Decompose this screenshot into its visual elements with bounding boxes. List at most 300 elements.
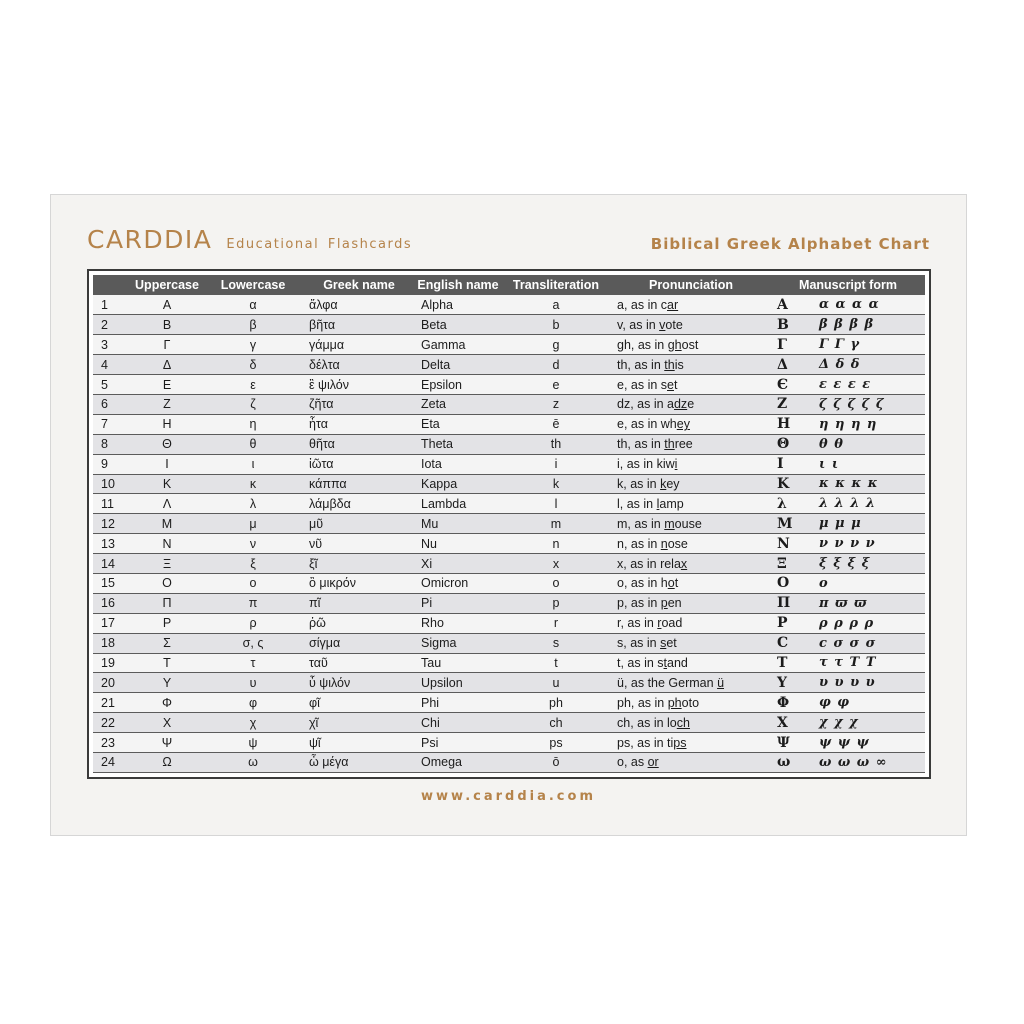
cell-pronunciation	[611, 593, 771, 613]
alphabet-table	[93, 275, 925, 773]
cell-uppercase: Ε	[131, 375, 203, 395]
cell-manuscript-script: τ τ Τ Τ	[813, 653, 925, 673]
cell-english-name: Epsilon	[415, 375, 501, 395]
pronunciation-prefix: o, as	[617, 755, 648, 770]
table-row	[93, 554, 925, 574]
cell-pronunciation	[611, 752, 771, 772]
cell-english-name: Tau	[415, 653, 501, 673]
pronunciation-prefix: th, as in	[617, 437, 665, 452]
cell-manuscript-script: c σ σ σ	[813, 633, 925, 653]
cell-lowercase: θ	[203, 434, 303, 454]
cell-transliteration: ē	[501, 414, 611, 434]
table-row	[93, 315, 925, 335]
cell-greek-name: θῆτα	[303, 434, 415, 454]
table-row	[93, 733, 925, 753]
table-row	[93, 653, 925, 673]
cell-greek-name: ὖ ψιλόν	[303, 673, 415, 693]
cell-number: 4	[93, 355, 131, 375]
cell-english-name: Iota	[415, 454, 501, 474]
cell-manuscript-script: ρ ρ ρ ρ	[813, 613, 925, 633]
cell-manuscript-script: ψ ψ ψ	[813, 733, 925, 753]
cell-manuscript-script: θ θ	[813, 434, 925, 454]
cell-lowercase: ζ	[203, 394, 303, 414]
cell-manuscript-uppercase: Τ	[771, 653, 813, 673]
cell-number: 1	[93, 295, 131, 315]
cell-english-name: Omicron	[415, 573, 501, 593]
cell-greek-name: γάμμα	[303, 335, 415, 355]
cell-greek-name: ῥῶ	[303, 613, 415, 633]
cell-english-name: Beta	[415, 315, 501, 335]
cell-greek-name: σίγμα	[303, 633, 415, 653]
cell-english-name: Theta	[415, 434, 501, 454]
cell-number: 16	[93, 593, 131, 613]
pronunciation-underlined: r	[657, 616, 662, 631]
cell-pronunciation	[611, 673, 771, 693]
pronunciation-prefix: l, as in	[617, 496, 657, 511]
cell-transliteration: d	[501, 355, 611, 375]
cell-lowercase: μ	[203, 514, 303, 534]
cell-transliteration: g	[501, 335, 611, 355]
chart-title: Biblical Greek Alphabet Chart	[650, 235, 930, 253]
table-header-row	[93, 275, 925, 295]
pronunciation-suffix: e	[687, 397, 695, 412]
cell-manuscript-script: ε ε ε ε	[813, 375, 925, 395]
pronunciation-underlined: ü	[717, 675, 725, 690]
cell-english-name: Upsilon	[415, 673, 501, 693]
cell-transliteration: p	[501, 593, 611, 613]
pronunciation-prefix: m, as in	[617, 516, 665, 531]
cell-number: 15	[93, 573, 131, 593]
header-lowercase: Lowercase	[220, 278, 286, 292]
cell-uppercase: Τ	[131, 653, 203, 673]
cell-lowercase: ρ	[203, 613, 303, 633]
pronunciation-suffix: ree	[674, 437, 693, 452]
cell-english-name: Delta	[415, 355, 501, 375]
pronunciation-prefix: t, as in s	[617, 655, 664, 670]
pronunciation-underlined: e	[667, 377, 674, 392]
cell-uppercase: Σ	[131, 633, 203, 653]
pronunciation-prefix: o, as in h	[617, 576, 668, 591]
cell-greek-name: ἄλφα	[303, 295, 415, 315]
cell-greek-name: δέλτα	[303, 355, 415, 375]
cell-transliteration: th	[501, 434, 611, 454]
cell-english-name: Omega	[415, 752, 501, 772]
pronunciation-underlined: l	[656, 496, 660, 511]
cell-uppercase: Ρ	[131, 613, 203, 633]
cell-transliteration: e	[501, 375, 611, 395]
cell-pronunciation	[611, 573, 771, 593]
cell-transliteration: ps	[501, 733, 611, 753]
cell-pronunciation	[611, 713, 771, 733]
pronunciation-underlined: k	[660, 476, 667, 491]
cell-lowercase: ν	[203, 534, 303, 554]
cell-manuscript-script: ζ ζ ζ ζ ζ	[813, 394, 925, 414]
cell-english-name: Chi	[415, 713, 501, 733]
table-row	[93, 593, 925, 613]
pronunciation-suffix: t	[673, 377, 678, 392]
cell-pronunciation	[611, 693, 771, 713]
pronunciation-suffix: oto	[681, 695, 700, 710]
cell-uppercase: Θ	[131, 434, 203, 454]
pronunciation-underlined: m	[664, 516, 675, 531]
pronunciation-underlined: th	[664, 357, 675, 372]
cell-transliteration: b	[501, 315, 611, 335]
cell-manuscript-uppercase: Γ	[771, 335, 813, 355]
cell-number: 9	[93, 454, 131, 474]
cell-transliteration: i	[501, 454, 611, 474]
cell-lowercase: ψ	[203, 733, 303, 753]
pronunciation-underlined: ch	[676, 715, 690, 730]
cell-uppercase: Ω	[131, 752, 203, 772]
cell-manuscript-uppercase: Υ	[771, 673, 813, 693]
cell-manuscript-script: ξ ξ ξ ξ	[813, 554, 925, 574]
cell-manuscript-script: Γ Γ γ	[813, 335, 925, 355]
cell-manuscript-uppercase: Ζ	[771, 394, 813, 414]
cell-transliteration: ō	[501, 752, 611, 772]
cell-english-name: Alpha	[415, 295, 501, 315]
cell-manuscript-script: ι ι	[813, 454, 925, 474]
pronunciation-prefix: v, as in	[617, 317, 660, 332]
cell-manuscript-uppercase: λ	[771, 494, 813, 514]
cell-uppercase: Ζ	[131, 394, 203, 414]
cell-transliteration: ph	[501, 693, 611, 713]
cell-uppercase: Μ	[131, 514, 203, 534]
cell-transliteration: t	[501, 653, 611, 673]
pronunciation-prefix: k, as in	[617, 476, 661, 491]
pronunciation-prefix: e, as in wh	[617, 417, 677, 432]
cell-greek-name: βῆτα	[303, 315, 415, 335]
header-pronunciation: Pronunciation	[648, 278, 734, 292]
cell-transliteration: r	[501, 613, 611, 633]
cell-lowercase: γ	[203, 335, 303, 355]
cell-pronunciation	[611, 315, 771, 335]
cell-uppercase: Δ	[131, 355, 203, 375]
cell-manuscript-uppercase: Ρ	[771, 613, 813, 633]
cell-number: 19	[93, 653, 131, 673]
table-row	[93, 752, 925, 772]
cell-manuscript-uppercase: Κ	[771, 474, 813, 494]
cell-manuscript-uppercase: Β	[771, 315, 813, 335]
cell-lowercase: α	[203, 295, 303, 315]
pronunciation-underlined: t	[663, 655, 668, 670]
cell-manuscript-script: α α α α	[813, 295, 925, 315]
cell-lowercase: ι	[203, 454, 303, 474]
cell-uppercase: Ν	[131, 534, 203, 554]
pronunciation-underlined: ar	[667, 297, 679, 312]
cell-transliteration: a	[501, 295, 611, 315]
pronunciation-underlined: v	[659, 317, 666, 332]
cell-manuscript-uppercase: Ο	[771, 573, 813, 593]
cell-transliteration: x	[501, 554, 611, 574]
cell-manuscript-uppercase: Α	[771, 295, 813, 315]
cell-uppercase: Α	[131, 295, 203, 315]
cell-pronunciation	[611, 514, 771, 534]
cell-greek-name: ψῖ	[303, 733, 415, 753]
pronunciation-suffix: et	[666, 636, 677, 651]
cell-uppercase: Φ	[131, 693, 203, 713]
cell-manuscript-uppercase: Φ	[771, 693, 813, 713]
cell-number: 13	[93, 534, 131, 554]
pronunciation-prefix: e, as in s	[617, 377, 668, 392]
cell-number: 7	[93, 414, 131, 434]
pronunciation-prefix: s, as in	[617, 636, 661, 651]
cell-transliteration: m	[501, 514, 611, 534]
cell-uppercase: Χ	[131, 713, 203, 733]
header-manuscript-form: Manuscript form	[799, 278, 897, 292]
pronunciation-prefix: ph, as in	[617, 695, 668, 710]
cell-english-name: Kappa	[415, 474, 501, 494]
cell-english-name: Eta	[415, 414, 501, 434]
cell-number: 5	[93, 375, 131, 395]
cell-pronunciation	[611, 554, 771, 574]
cell-greek-name: ἦτα	[303, 414, 415, 434]
cell-english-name: Nu	[415, 534, 501, 554]
cell-lowercase: λ	[203, 494, 303, 514]
pronunciation-prefix: x, as in rela	[617, 556, 681, 571]
cell-uppercase: Λ	[131, 494, 203, 514]
cell-uppercase: Κ	[131, 474, 203, 494]
cell-manuscript-script: φ φ	[813, 693, 925, 713]
cell-pronunciation	[611, 653, 771, 673]
pronunciation-suffix: ost	[681, 337, 699, 352]
cell-number: 18	[93, 633, 131, 653]
pronunciation-underlined: n	[660, 536, 668, 551]
cell-lowercase: χ	[203, 713, 303, 733]
cell-manuscript-uppercase: Η	[771, 414, 813, 434]
cell-number: 22	[93, 713, 131, 733]
cell-english-name: Phi	[415, 693, 501, 713]
table-row	[93, 613, 925, 633]
pronunciation-prefix: n, as in	[617, 536, 661, 551]
pronunciation-prefix: r, as in	[617, 616, 658, 631]
cell-lowercase: ο	[203, 573, 303, 593]
cell-english-name: Sigma	[415, 633, 501, 653]
cell-manuscript-uppercase: Є	[771, 375, 813, 395]
cell-manuscript-script: β β β β	[813, 315, 925, 335]
cell-greek-name: μῦ	[303, 514, 415, 534]
pronunciation-suffix: ouse	[674, 516, 702, 531]
cell-manuscript-uppercase: Ν	[771, 534, 813, 554]
cell-number: 24	[93, 752, 131, 772]
cell-english-name: Zeta	[415, 394, 501, 414]
cell-number: 8	[93, 434, 131, 454]
cell-manuscript-uppercase: Ι	[771, 454, 813, 474]
cell-manuscript-script: Δ δ δ	[813, 355, 925, 375]
cell-pronunciation	[611, 375, 771, 395]
pronunciation-underlined: ey	[676, 417, 690, 432]
cell-transliteration: u	[501, 673, 611, 693]
cell-transliteration: o	[501, 573, 611, 593]
cell-greek-name: κάππα	[303, 474, 415, 494]
table-row	[93, 494, 925, 514]
pronunciation-suffix: t	[674, 576, 679, 591]
header-english-name: English name	[417, 278, 499, 292]
cell-transliteration: z	[501, 394, 611, 414]
cell-transliteration: l	[501, 494, 611, 514]
cell-greek-name: ξῖ	[303, 554, 415, 574]
tagline: Educational Flashcards	[226, 237, 413, 252]
cell-manuscript-uppercase: Μ	[771, 514, 813, 534]
cell-uppercase: Β	[131, 315, 203, 335]
pronunciation-suffix: amp	[659, 496, 684, 511]
pronunciation-suffix: and	[667, 655, 688, 670]
cell-manuscript-script: ο	[813, 573, 925, 593]
cell-pronunciation	[611, 414, 771, 434]
table-row	[93, 375, 925, 395]
pronunciation-prefix: ch, as in lo	[617, 715, 677, 730]
cell-lowercase: ω	[203, 752, 303, 772]
pronunciation-underlined: x	[680, 556, 688, 571]
pronunciation-suffix: ey	[666, 476, 680, 491]
cell-greek-name: ὦ μέγα	[303, 752, 415, 772]
cell-manuscript-script: κ κ κ κ	[813, 474, 925, 494]
cell-english-name: Psi	[415, 733, 501, 753]
cell-lowercase: φ	[203, 693, 303, 713]
cell-lowercase: π	[203, 593, 303, 613]
pronunciation-prefix: a, as in c	[617, 297, 668, 312]
cell-manuscript-uppercase: C	[771, 633, 813, 653]
cell-greek-name: χῖ	[303, 713, 415, 733]
table-row	[93, 713, 925, 733]
cell-pronunciation	[611, 613, 771, 633]
cell-number: 14	[93, 554, 131, 574]
cell-uppercase: Ι	[131, 454, 203, 474]
cell-pronunciation	[611, 434, 771, 454]
cell-english-name: Rho	[415, 613, 501, 633]
pronunciation-underlined: i	[674, 457, 678, 472]
cell-manuscript-uppercase: Δ	[771, 355, 813, 375]
cell-uppercase: Ψ	[131, 733, 203, 753]
cell-manuscript-script: μ μ μ	[813, 514, 925, 534]
table-row	[93, 474, 925, 494]
cell-pronunciation	[611, 454, 771, 474]
cell-uppercase: Ο	[131, 573, 203, 593]
brand-header	[87, 225, 412, 254]
table-row	[93, 693, 925, 713]
cell-greek-name: νῦ	[303, 534, 415, 554]
pronunciation-suffix: ote	[665, 317, 683, 332]
header-uppercase: Uppercase	[135, 278, 199, 292]
cell-pronunciation	[611, 355, 771, 375]
cell-english-name: Mu	[415, 514, 501, 534]
pronunciation-prefix: ps, as in ti	[617, 735, 674, 750]
cell-english-name: Gamma	[415, 335, 501, 355]
pronunciation-underlined: o	[667, 576, 675, 591]
cell-number: 12	[93, 514, 131, 534]
table-row	[93, 514, 925, 534]
cell-lowercase: τ	[203, 653, 303, 673]
cell-uppercase: Ξ	[131, 554, 203, 574]
cell-english-name: Xi	[415, 554, 501, 574]
pronunciation-underlined: or	[647, 755, 659, 770]
cell-greek-name: ὂ μικρόν	[303, 573, 415, 593]
cell-pronunciation	[611, 494, 771, 514]
carddia-logo: CARDDIA	[87, 225, 213, 254]
cell-lowercase: κ	[203, 474, 303, 494]
cell-number: 20	[93, 673, 131, 693]
cell-pronunciation	[611, 733, 771, 753]
cell-manuscript-uppercase: Ψ	[771, 733, 813, 753]
cell-pronunciation	[611, 534, 771, 554]
cell-greek-name: πῖ	[303, 593, 415, 613]
table-row	[93, 335, 925, 355]
cell-manuscript-uppercase: ω	[771, 752, 813, 772]
cell-pronunciation	[611, 394, 771, 414]
cell-number: 6	[93, 394, 131, 414]
pronunciation-underlined: ps	[673, 735, 687, 750]
table-row	[93, 414, 925, 434]
cell-number: 17	[93, 613, 131, 633]
cell-pronunciation	[611, 633, 771, 653]
cell-uppercase: Υ	[131, 673, 203, 693]
cell-manuscript-script: χ χ χ	[813, 713, 925, 733]
table-row	[93, 434, 925, 454]
cell-pronunciation	[611, 335, 771, 355]
cell-transliteration: n	[501, 534, 611, 554]
cell-lowercase: ξ	[203, 554, 303, 574]
cell-english-name: Lambda	[415, 494, 501, 514]
pronunciation-suffix: en	[667, 596, 682, 611]
pronunciation-underlined: ph	[667, 695, 682, 710]
alphabet-table-frame	[87, 269, 931, 779]
cell-manuscript-script: π ϖ ϖ	[813, 593, 925, 613]
cell-manuscript-script: ν ν ν ν	[813, 534, 925, 554]
cell-greek-name: φῖ	[303, 693, 415, 713]
pronunciation-prefix: th, as in	[617, 357, 665, 372]
cell-number: 3	[93, 335, 131, 355]
pronunciation-prefix: p, as in	[617, 596, 661, 611]
cell-transliteration: ch	[501, 713, 611, 733]
cell-manuscript-script: υ υ υ υ	[813, 673, 925, 693]
pronunciation-suffix: oad	[661, 616, 683, 631]
pronunciation-underlined: s	[660, 636, 667, 651]
pronunciation-prefix: dz, as in a	[617, 397, 674, 412]
cell-manuscript-script: ω ω ω ∞	[813, 752, 925, 772]
pronunciation-suffix: ose	[667, 536, 688, 551]
header-transliteration: Transliteration	[512, 278, 600, 292]
cell-manuscript-uppercase: Π	[771, 593, 813, 613]
table-row	[93, 454, 925, 474]
cell-manuscript-script: η η η η	[813, 414, 925, 434]
cell-lowercase: ε	[203, 375, 303, 395]
cell-greek-name: ἰῶτα	[303, 454, 415, 474]
cell-number: 21	[93, 693, 131, 713]
table-row	[93, 673, 925, 693]
cell-pronunciation	[611, 474, 771, 494]
cell-number: 11	[93, 494, 131, 514]
cell-manuscript-uppercase: Χ	[771, 713, 813, 733]
cell-number: 2	[93, 315, 131, 335]
cell-transliteration: k	[501, 474, 611, 494]
cell-lowercase: β	[203, 315, 303, 335]
cell-greek-name: ἒ ψιλόν	[303, 375, 415, 395]
header-num	[93, 275, 131, 295]
cell-uppercase: Η	[131, 414, 203, 434]
header-greek-name: Greek name	[323, 278, 395, 292]
footer-url: www.carddia.com	[421, 789, 596, 804]
flashcard	[50, 194, 967, 836]
cell-lowercase: υ	[203, 673, 303, 693]
pronunciation-prefix: ü, as the German	[617, 675, 718, 690]
table-row	[93, 573, 925, 593]
pronunciation-underlined: p	[660, 596, 668, 611]
cell-manuscript-script: λ λ λ λ	[813, 494, 925, 514]
cell-greek-name: ζῆτα	[303, 394, 415, 414]
table-row	[93, 394, 925, 414]
table-row	[93, 633, 925, 653]
cell-transliteration: s	[501, 633, 611, 653]
cell-lowercase: η	[203, 414, 303, 434]
